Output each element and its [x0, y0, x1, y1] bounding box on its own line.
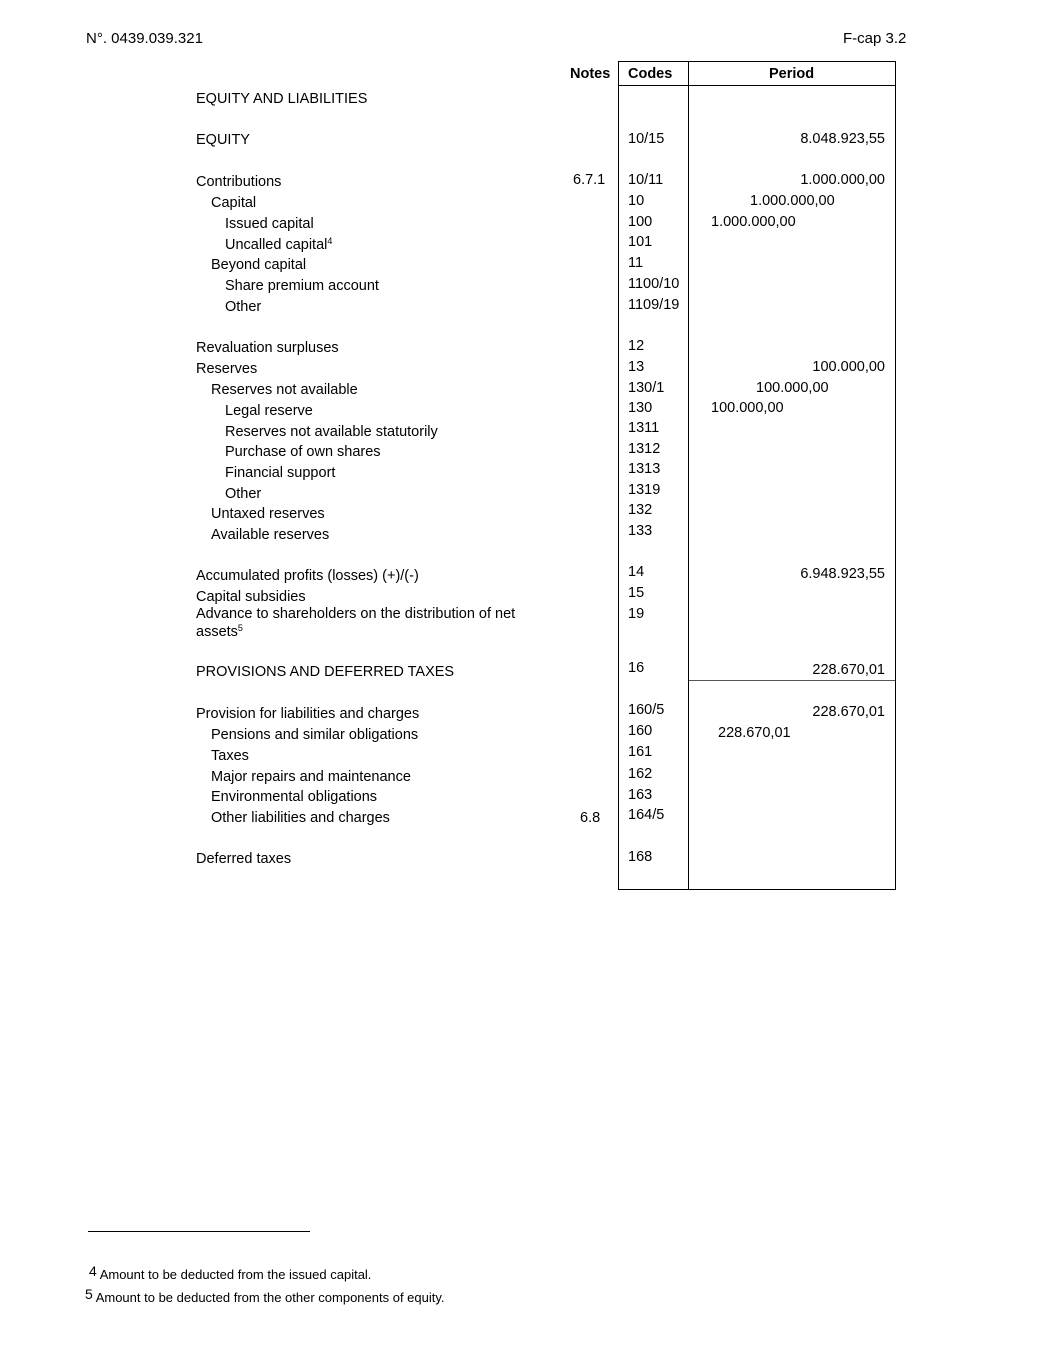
- row-code: 1319: [628, 482, 661, 498]
- footnote-ref: 4: [327, 236, 333, 246]
- row-code: 161: [628, 744, 653, 760]
- row-code: 101: [628, 234, 653, 250]
- row-label: Share premium account: [225, 278, 379, 294]
- row-label: Advance to shareholders on the distribution of net: [196, 606, 516, 622]
- row-value: 228.670,01: [718, 725, 791, 741]
- row-label: Other liabilities and charges: [211, 810, 390, 826]
- row-label: Contributions: [196, 174, 282, 190]
- row-value: 1.000.000,00: [800, 172, 885, 188]
- row-label: PROVISIONS AND DEFERRED TAXES: [196, 664, 455, 680]
- row-label: Deferred taxes: [196, 851, 292, 867]
- row-code: 16: [628, 660, 645, 676]
- row-label: Major repairs and maintenance: [211, 769, 411, 785]
- row-code: 163: [628, 787, 653, 803]
- row-label: EQUITY: [196, 132, 250, 148]
- row-label: Reserves not available statutorily: [225, 424, 438, 440]
- row-value: 1.000.000,00: [750, 193, 835, 209]
- company-number: N°. 0439.039.321: [86, 30, 203, 47]
- row-code: 132: [628, 502, 653, 518]
- row-code: 1313: [628, 461, 661, 477]
- row-code: 14: [628, 564, 645, 580]
- footnote-4: [89, 1263, 372, 1282]
- row-code: 10/11: [628, 172, 664, 188]
- row-code: 1100/10: [628, 276, 680, 292]
- row-label: Financial support: [225, 465, 336, 481]
- row-label: Untaxed reserves: [211, 506, 325, 522]
- row-code: 11: [628, 255, 644, 271]
- period-column-header: Period: [769, 66, 815, 82]
- row-value: 228.670,01: [812, 704, 885, 720]
- row-label: Available reserves: [211, 527, 330, 543]
- row-value: 100.000,00: [812, 359, 885, 375]
- row-value: 100.000,00: [756, 380, 829, 396]
- row-label-continued: assets$^5$: [196, 623, 243, 640]
- footnote-5: [85, 1286, 445, 1305]
- section-title: EQUITY AND LIABILITIES: [196, 91, 368, 107]
- row-code: 19: [628, 606, 645, 622]
- row-label: Pensions and similar obligations: [211, 727, 419, 743]
- row-label: Taxes: [211, 748, 249, 764]
- row-label: Reserves not available: [211, 382, 358, 398]
- footnote-text: Amount to be deducted from the other components of equity.: [95, 1290, 445, 1305]
- row-label: Other: [225, 299, 262, 315]
- footnote-separator: [88, 1231, 310, 1232]
- footnote-text: Amount to be deducted from the issued capital.: [99, 1267, 372, 1282]
- row-label: Provision for liabilities and charges: [196, 706, 420, 722]
- row-label: Beyond capital: [211, 257, 307, 273]
- codes-column-header: Codes: [628, 66, 673, 82]
- row-label: Capital: [211, 195, 257, 211]
- row-label: Capital subsidies: [196, 589, 306, 605]
- row-code: 100: [628, 214, 653, 230]
- row-label: Other: [225, 486, 262, 502]
- row-code: 10: [628, 193, 645, 209]
- header-underline: [618, 85, 896, 86]
- row-label: Legal reserve: [225, 403, 313, 419]
- row-code: 13: [628, 359, 645, 375]
- row-note: 6.7.1: [573, 172, 606, 188]
- row-label: Environmental obligations: [211, 789, 378, 805]
- row-label: Revaluation surpluses: [196, 340, 339, 356]
- row-code: 162: [628, 766, 653, 782]
- row-code: 133: [628, 523, 653, 539]
- row-code: 130: [628, 400, 653, 416]
- footnote-number: 4: [89, 1263, 97, 1279]
- row-code: 1312: [628, 441, 661, 457]
- row-value: 1.000.000,00: [711, 214, 796, 230]
- row-code: 160: [628, 723, 653, 739]
- row-label: Accumulated profits (losses) (+)/(-): [196, 568, 419, 584]
- row-value: 228.670,01: [812, 662, 885, 678]
- row-code: 130/1: [628, 380, 665, 396]
- row-label: Issued capital: [225, 216, 314, 232]
- footnote-number: 5: [85, 1286, 93, 1302]
- notes-column-header: Notes: [570, 66, 611, 82]
- row-code: 12: [628, 338, 645, 354]
- form-code: F-cap 3.2: [843, 30, 907, 47]
- row-code: 164/5: [628, 807, 665, 823]
- provisions-separator: [689, 680, 895, 681]
- codes-period-divider: [688, 61, 689, 890]
- row-code: 160/5: [628, 702, 665, 718]
- footnote-ref: 5: [237, 623, 243, 633]
- row-value: 100.000,00: [711, 400, 784, 416]
- row-code: 15: [628, 585, 645, 601]
- row-code: 1311: [628, 420, 660, 436]
- row-value: 6.948.923,55: [800, 566, 885, 582]
- row-label: Purchase of own shares: [225, 444, 381, 460]
- row-code: 168: [628, 849, 653, 865]
- row-label: Uncalled capital$^4$: [225, 236, 333, 253]
- row-code: 10/15: [628, 131, 665, 147]
- row-note: 6.8: [580, 810, 601, 826]
- row-value: 8.048.923,55: [800, 131, 885, 147]
- row-code: 1109/19: [628, 297, 680, 313]
- row-label: Reserves: [196, 361, 258, 377]
